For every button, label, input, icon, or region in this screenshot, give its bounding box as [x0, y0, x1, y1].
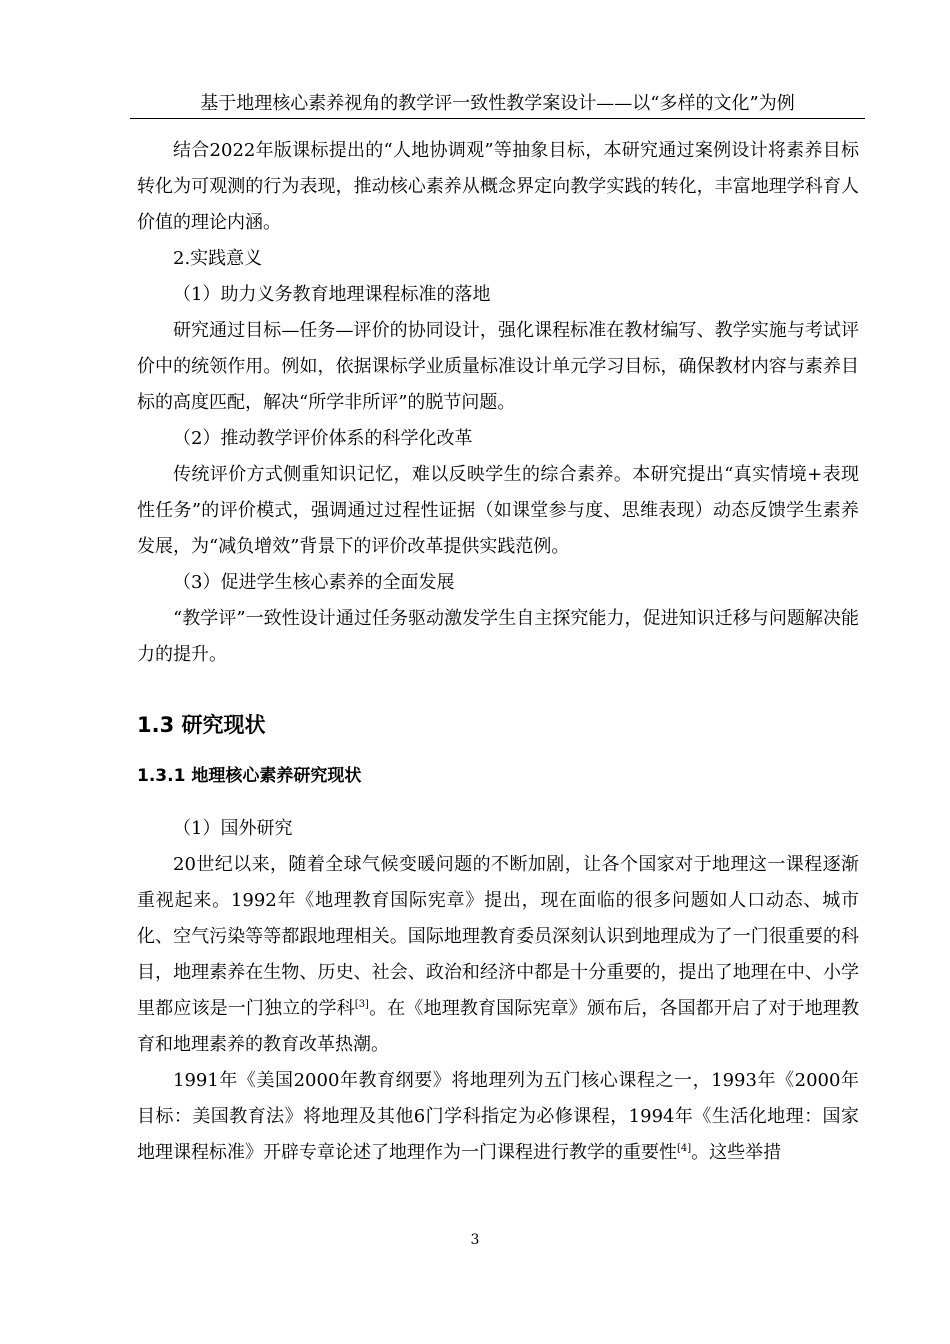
paragraph-foreign-2 — [137, 1063, 859, 1171]
paragraph-text: 1991年《美国2000年教育纲要》将地理列为五门核心课程之一，1993年《2000年目标：美国教育法》将地理及其他6门学科指定为必修课程，1994年《生活化地理：国家地理课程标准》开辟专章论述了地理作为一门课程进行教学的重要性 — [137, 1070, 859, 1163]
subsection-title: 1.3.1 地理核心素养研究现状 — [137, 766, 362, 786]
section-title: 1.3 研究现状 — [137, 713, 266, 737]
paragraph-text: 。这些举措 — [691, 1142, 782, 1163]
running-header: 基于地理核心素养视角的教学评一致性教学案设计——以“多样的文化”为例 — [200, 93, 795, 114]
paragraph-point-2: 传统评价方式侧重知识记忆，难以反映学生的综合素养。本研究提出“真实情境+表现性任务”的评价模式，强调通过过程性证据（如课堂参与度、思维表现）动态反馈学生素养发展，为“减负增效”背景下的评价改革提供实践范例。 — [137, 464, 859, 557]
citation-ref: [4] — [677, 1143, 692, 1154]
paragraph-text: 20世纪以来，随着全球气候变暖问题的不断加剧，让各个国家对于地理这一课程逐渐重视起来。1992年《地理教育国际宪章》提出，现在面临的很多问题如人口动态、城市化、空气污染等等都跟地理相关。国际地理教育委员深刻认识到地理成为了一门很重要的科目，地理素养在生物、历史、社会、政治和经济中都是十分重要的，提出了地理在中、小学里都应该是一门独立的学科 — [137, 854, 859, 1019]
spacer — [137, 673, 859, 707]
paragraph-intro: 结合2022年版课标提出的“人地协调观”等抽象目标，本研究通过案例设计将素养目标转化为可观测的行为表现，推动核心素养从概念界定向教学实践的转化，丰富地理学科育人价值的理论内涵。 — [137, 140, 859, 233]
paragraph-point-3: “教学评”一致性设计通过任务驱动激发学生自主探究能力，促进知识迁移与问题解决能力的提升。 — [137, 608, 859, 665]
heading-point-1: （1）助力义务教育地理课程标准的落地 — [173, 284, 491, 305]
citation-ref: [3] — [354, 999, 369, 1010]
heading-point-2: （2）推动教学评价体系的科学化改革 — [173, 428, 473, 449]
heading-practical-significance: 2.实践意义 — [173, 248, 263, 269]
spacer — [137, 743, 859, 759]
paragraph-foreign-1 — [137, 847, 859, 1063]
paragraph-point-1: 研究通过目标—任务—评价的协同设计，强化课程标准在教材编写、教学实施与考试评价中的统领作用。例如，依据课标学业质量标准设计单元学习目标，确保教材内容与素养目标的高度匹配，解决“所学非所评”的脱节问题。 — [137, 320, 859, 413]
spacer — [137, 793, 859, 811]
page-number: 3 — [470, 1232, 480, 1248]
paragraph-text: 。在《地理教育国际宪章》颁布后，各国都开启了对于地理教育和地理素养的教育改革热潮。 — [137, 998, 860, 1055]
heading-foreign-research: （1）国外研究 — [173, 818, 293, 839]
header-rule — [130, 118, 865, 119]
page-body — [137, 133, 859, 1171]
heading-point-3: （3）促进学生核心素养的全面发展 — [173, 572, 455, 593]
